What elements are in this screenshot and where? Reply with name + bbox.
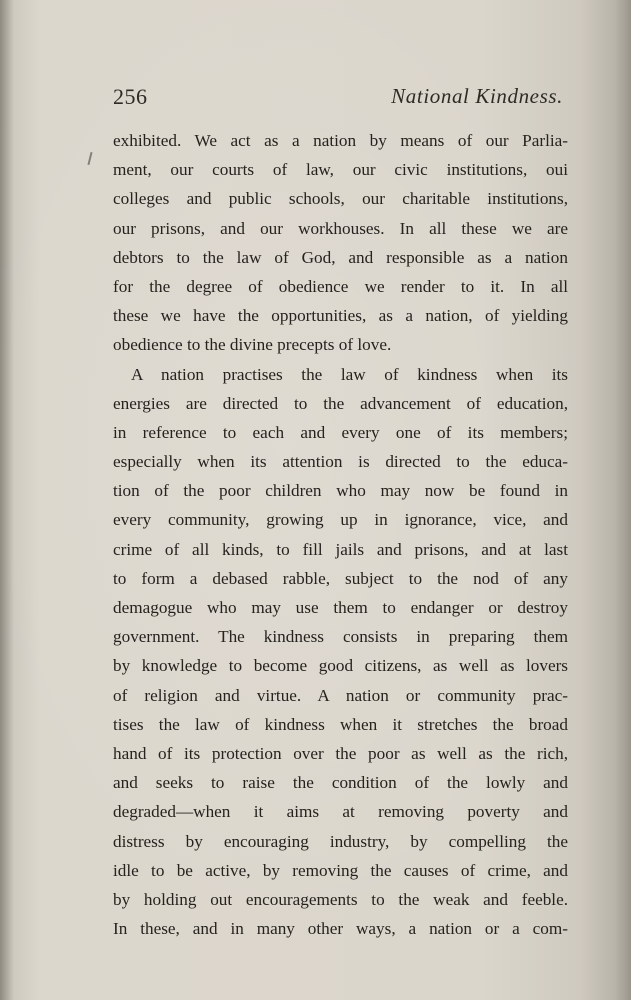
pencil-mark xyxy=(87,152,92,165)
text-line: A nation practises the law of kindness when its xyxy=(131,364,568,384)
text-line: ment, our courts of law, our civic institutions, oui xyxy=(113,160,568,180)
text-line: especially when its attention is directed to the educa- xyxy=(113,452,568,472)
text-line: crime of all kinds, to fill jails and prisons, and at last xyxy=(113,539,568,559)
text-line: energies are directed to the advancement of education, xyxy=(113,393,568,413)
text-line: distress by encouraging industry, by compelling the xyxy=(113,831,568,851)
text-line: degraded—when it aims at removing poverty and xyxy=(113,802,568,822)
text-line: these we have the opportunities, as a nation, of yielding xyxy=(113,306,568,326)
text-line: by knowledge to become good citizens, as well as lovers xyxy=(113,656,568,676)
text-line: in reference to each and every one of its members; xyxy=(113,422,568,442)
text-line: hand of its protection over the poor as well as the rich, xyxy=(113,743,568,763)
text-line: tises the law of kindness when it stretches the broad xyxy=(113,714,568,734)
text-line: obedience to the divine precepts of love. xyxy=(113,335,392,355)
text-line: to form a debased rabble, subject to the nod of any xyxy=(113,568,568,588)
text-line: our prisons, and our workhouses. In all these we are xyxy=(113,218,568,238)
text-line: tion of the poor children who may now be found in xyxy=(113,481,568,501)
text-line: debtors to the law of God, and responsible as a nation xyxy=(113,247,568,267)
running-title: National Kindness. xyxy=(391,84,563,108)
page-header xyxy=(113,84,563,116)
text-line: exhibited. We act as a nation by means of our Parlia- xyxy=(113,131,568,150)
text-line: by holding out encouragements to the weak and feeble. xyxy=(113,889,568,909)
text-line: In these, and in many other ways, a nation or a com- xyxy=(113,919,568,939)
text-line: and seeks to raise the condition of the lowly and xyxy=(113,773,568,793)
text-line: every community, growing up in ignorance, vice, and xyxy=(113,510,568,530)
text-line: government. The kindness consists in preparing them xyxy=(113,627,568,647)
text-line: demagogue who may use them to endanger or destroy xyxy=(113,598,568,617)
page-number: 256 xyxy=(113,84,148,109)
text-line: for the degree of obedience we render to it. In all xyxy=(113,276,568,296)
body-text xyxy=(113,126,568,943)
text-line: idle to be active, by removing the causes of crime, and xyxy=(113,860,568,880)
text-line: of religion and virtue. A nation or community prac- xyxy=(113,685,568,705)
text-line: colleges and public schools, our charitable institutions, xyxy=(113,189,568,209)
